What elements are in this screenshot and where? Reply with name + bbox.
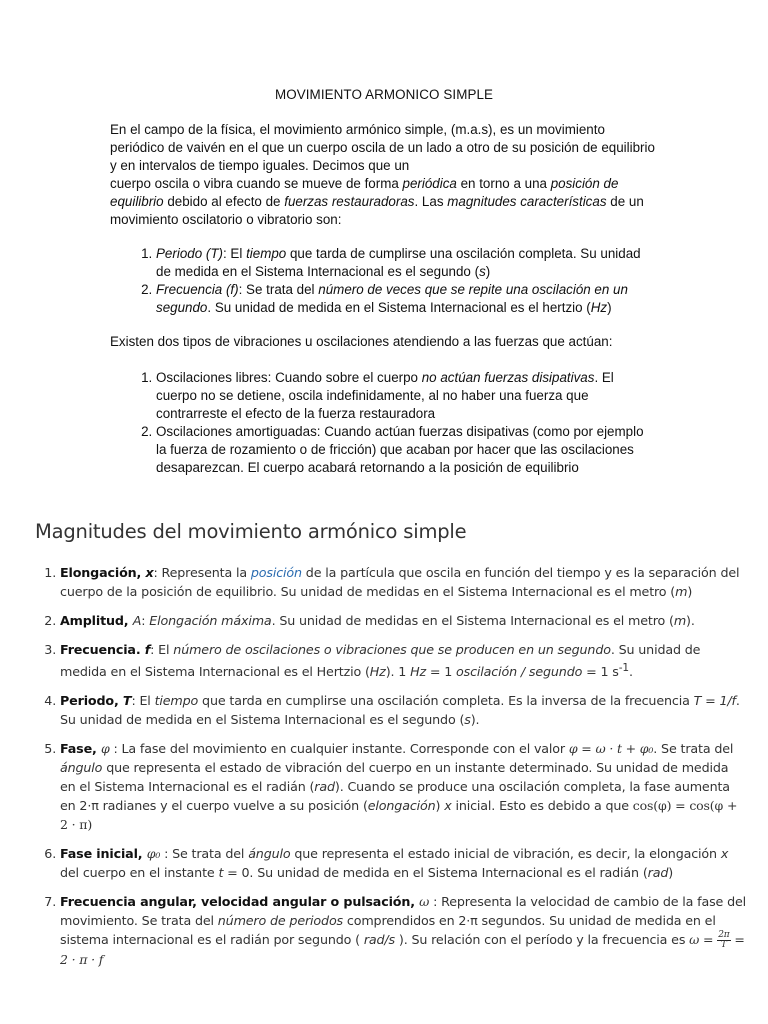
list-item: 1. Oscilaciones libres: Cuando sobre el cuerpo no actúan fuerzas disipativas. El cuerpo no se detiene, oscila indefinidamente, al no haber una fuerza que contrarreste el efecto de la fuerza restauradora — [156, 369, 655, 423]
characteristic-magnitudes-list — [110, 245, 655, 317]
posicion-link[interactable]: posición — [250, 565, 302, 580]
list-item-periodo: 4. Periodo, T: El tiempo que tarda en cumplirse una oscilación completa. Es la inversa de la frecuencia T = 1/f. Su unidad de medida en el Sistema Internacional es el segundo (s). — [60, 691, 747, 729]
list-item-fase: 5. Fase, φ : La fase del movimiento en cualquier instante. Corresponde con el valor φ = ω · t + φ₀. Se trata del ángulo que representa el estado de vibración del cuerpo en un instante determinado. Su unidad de medida en el Sistema Internacional es el radián (rad). Cuando se produce una oscilación completa, la fase aumenta en 2·π radianes y el cuerpo vuelve a su posición (elongación) x inicial. Esto es debido a que cos(φ) = cos(φ + 2 · π) — [60, 739, 747, 834]
intro-paragraph: En el campo de la física, el movimiento armónico simple, (m.a.s), es un movimiento periódico de vaivén en el que un cuerpo oscila de un lado a otro de su posición de equilibrio y en intervalos de tiempo iguales. Decimos que un cuerpo oscila o vibra cuando se mueve de forma periódica en torno a una posición de equilibrio debido al efecto de fuerzas restauradoras. Las magnitudes características de un movimiento oscilatorio o vibratorio son: — [110, 122, 655, 227]
list-item: 2. Frecuencia (f): Se trata del número de veces que se repite una oscilación en un segundo. Su unidad de medida en el Sistema Internacional es el hertzio (Hz) — [156, 281, 655, 317]
cos-equation: cos(φ) = cos(φ + 2 · π) — [60, 798, 738, 833]
magnitudes-section — [35, 520, 747, 979]
oscillation-types-list — [110, 369, 655, 477]
list-item-fase-inicial: 6. Fase inicial, φ₀ : Se trata del ángulo que representa el estado inicial de vibración, es decir, la elongación x del cuerpo en el instante t = 0. Su unidad de medida en el Sistema Internacional es el radián (rad) — [60, 844, 747, 882]
list-item: 1. Periodo (T): El tiempo que tarda de cumplirse una oscilación completa. Su unidad de medida en el Sistema Internacional es el segundo (s) — [156, 245, 655, 281]
list-item-elongacion: 1. Elongación, x: Representa la posición de la partícula que oscila en función del tiempo y es la separación del cuerpo de la posición de equilibrio. Su unidad de medidas en el Sistema Internacional es el metro (m) — [60, 563, 747, 601]
list-item-amplitud: 2. Amplitud, A: Elongación máxima. Su unidad de medidas en el Sistema Internacional es el metro (m). — [60, 611, 747, 630]
oscillation-types-intro: Existen dos tipos de vibraciones u oscilaciones atendiendo a las fuerzas que actúan: — [110, 334, 613, 349]
list-item-frecuencia-angular: 7. Frecuencia angular, velocidad angular o pulsación, ω : Representa la velocidad de cambio de la fase del movimiento. Se trata del número de periodos comprendidos en 2·π segundos. Su unidad de medida en el sistema internacional es el radián por segundo ( rad/s ). Su relación con el período y la frecuencia es ω = $\frac{2\pi}{T}$ = 2 · π · f — [60, 892, 747, 969]
omega-equation: ω = $\frac{2\pi}{T}$ = 2 · π · f — [60, 930, 745, 968]
document-title: MOVIMIENTO ARMONICO SIMPLE — [274, 87, 494, 102]
list-item-frecuencia: 3. Frecuencia. f: El número de oscilaciones o vibraciones que se producen en un segundo. Su unidad de medida en el Sistema Internacional es el Hertzio (Hz). 1 Hz = 1 oscilación / segundo = 1 $s^{-1}$. — [60, 640, 747, 681]
phase-equation: φ = ω · t + φ₀ — [568, 741, 654, 757]
list-item: 2. Oscilaciones amortiguadas: Cuando actúan fuerzas disipativas (como por ejemplo la fuerza de rozamiento o de fricción) que acaban por hacer que las oscilaciones desaparezcan. El cuerpo acabará retornando a la posición de equilibrio — [156, 423, 655, 477]
magnitudes-list — [35, 563, 747, 969]
section-heading: Magnitudes del movimiento armónico simple — [35, 520, 467, 543]
